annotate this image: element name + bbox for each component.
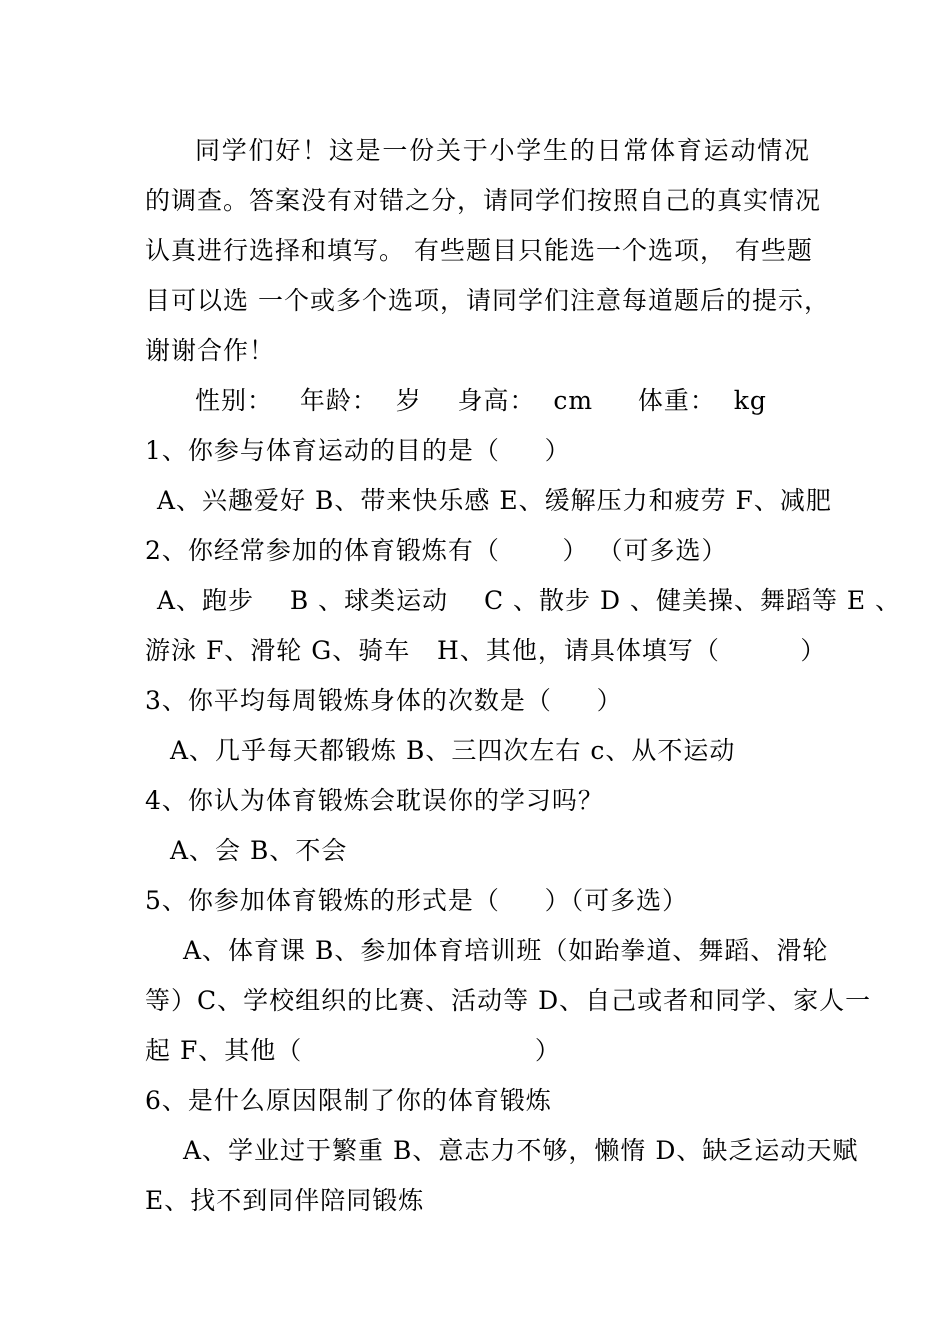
question-1: 1、你参与体育运动的目的是（ ） <box>145 436 571 465</box>
question-4: 4、你认为体育锻炼会耽误你的学习吗？ <box>145 786 604 815</box>
survey-body <box>145 126 902 1226</box>
question-3: 3、你平均每周锻炼身体的次数是（ ） <box>145 686 623 715</box>
student-info-line: 性别： 年龄： 岁 身高： cm 体重： kg <box>195 386 767 415</box>
question-2-options-line-1: A、跑步 B 、球类运动 C 、散步 D 、健美操、舞蹈等 E 、 <box>157 586 902 615</box>
question-6-options-line-2: E、找不到同伴陪同锻炼 <box>145 1186 425 1215</box>
question-2-options-line-2: 游泳 F、滑轮 G、骑车 H、其他，请具体填写（ ） <box>145 636 827 665</box>
intro-line-1: 同学们好！这是一份关于小学生的日常体育运动情况 <box>195 136 810 165</box>
intro-line-4: 目可以选 一个或多个选项，请同学们注意每道题后的提示， <box>145 286 830 315</box>
question-5-options-line-2: 等）C、学校组织的比赛、活动等 D、自己或者和同学、家人一 <box>145 986 872 1015</box>
question-6: 6、是什么原因限制了你的体育锻炼 <box>145 1086 552 1115</box>
intro-line-5: 谢谢合作！ <box>145 336 276 365</box>
question-6-options-line-1: A、学业过于繁重 B、意志力不够，懒惰 D、缺乏运动天赋 <box>183 1136 859 1165</box>
question-4-options: A、会 B、不会 <box>170 836 348 865</box>
question-2: 2、你经常参加的体育锻炼有（ ） （可多选） <box>145 536 728 565</box>
question-5-options-line-1: A、体育课 B、参加体育培训班（如跆拳道、舞蹈、滑轮 <box>183 936 829 965</box>
intro-line-2: 的调查。答案没有对错之分，请同学们按照自己的真实情况 <box>145 186 822 215</box>
question-3-options: A、几乎每天都锻炼 B、三四次左右 c、从不运动 <box>170 736 736 765</box>
question-1-options: A、兴趣爱好 B、带来快乐感 E、缓解压力和疲劳 F、减肥 <box>157 486 832 515</box>
question-5: 5、你参加体育锻炼的形式是（ ）（可多选） <box>145 886 689 915</box>
question-5-options-line-3: 起 F、其他（ ） <box>145 1036 561 1065</box>
intro-line-3: 认真进行选择和填写。 有些题目只能选一个选项， 有些题 <box>145 236 813 265</box>
